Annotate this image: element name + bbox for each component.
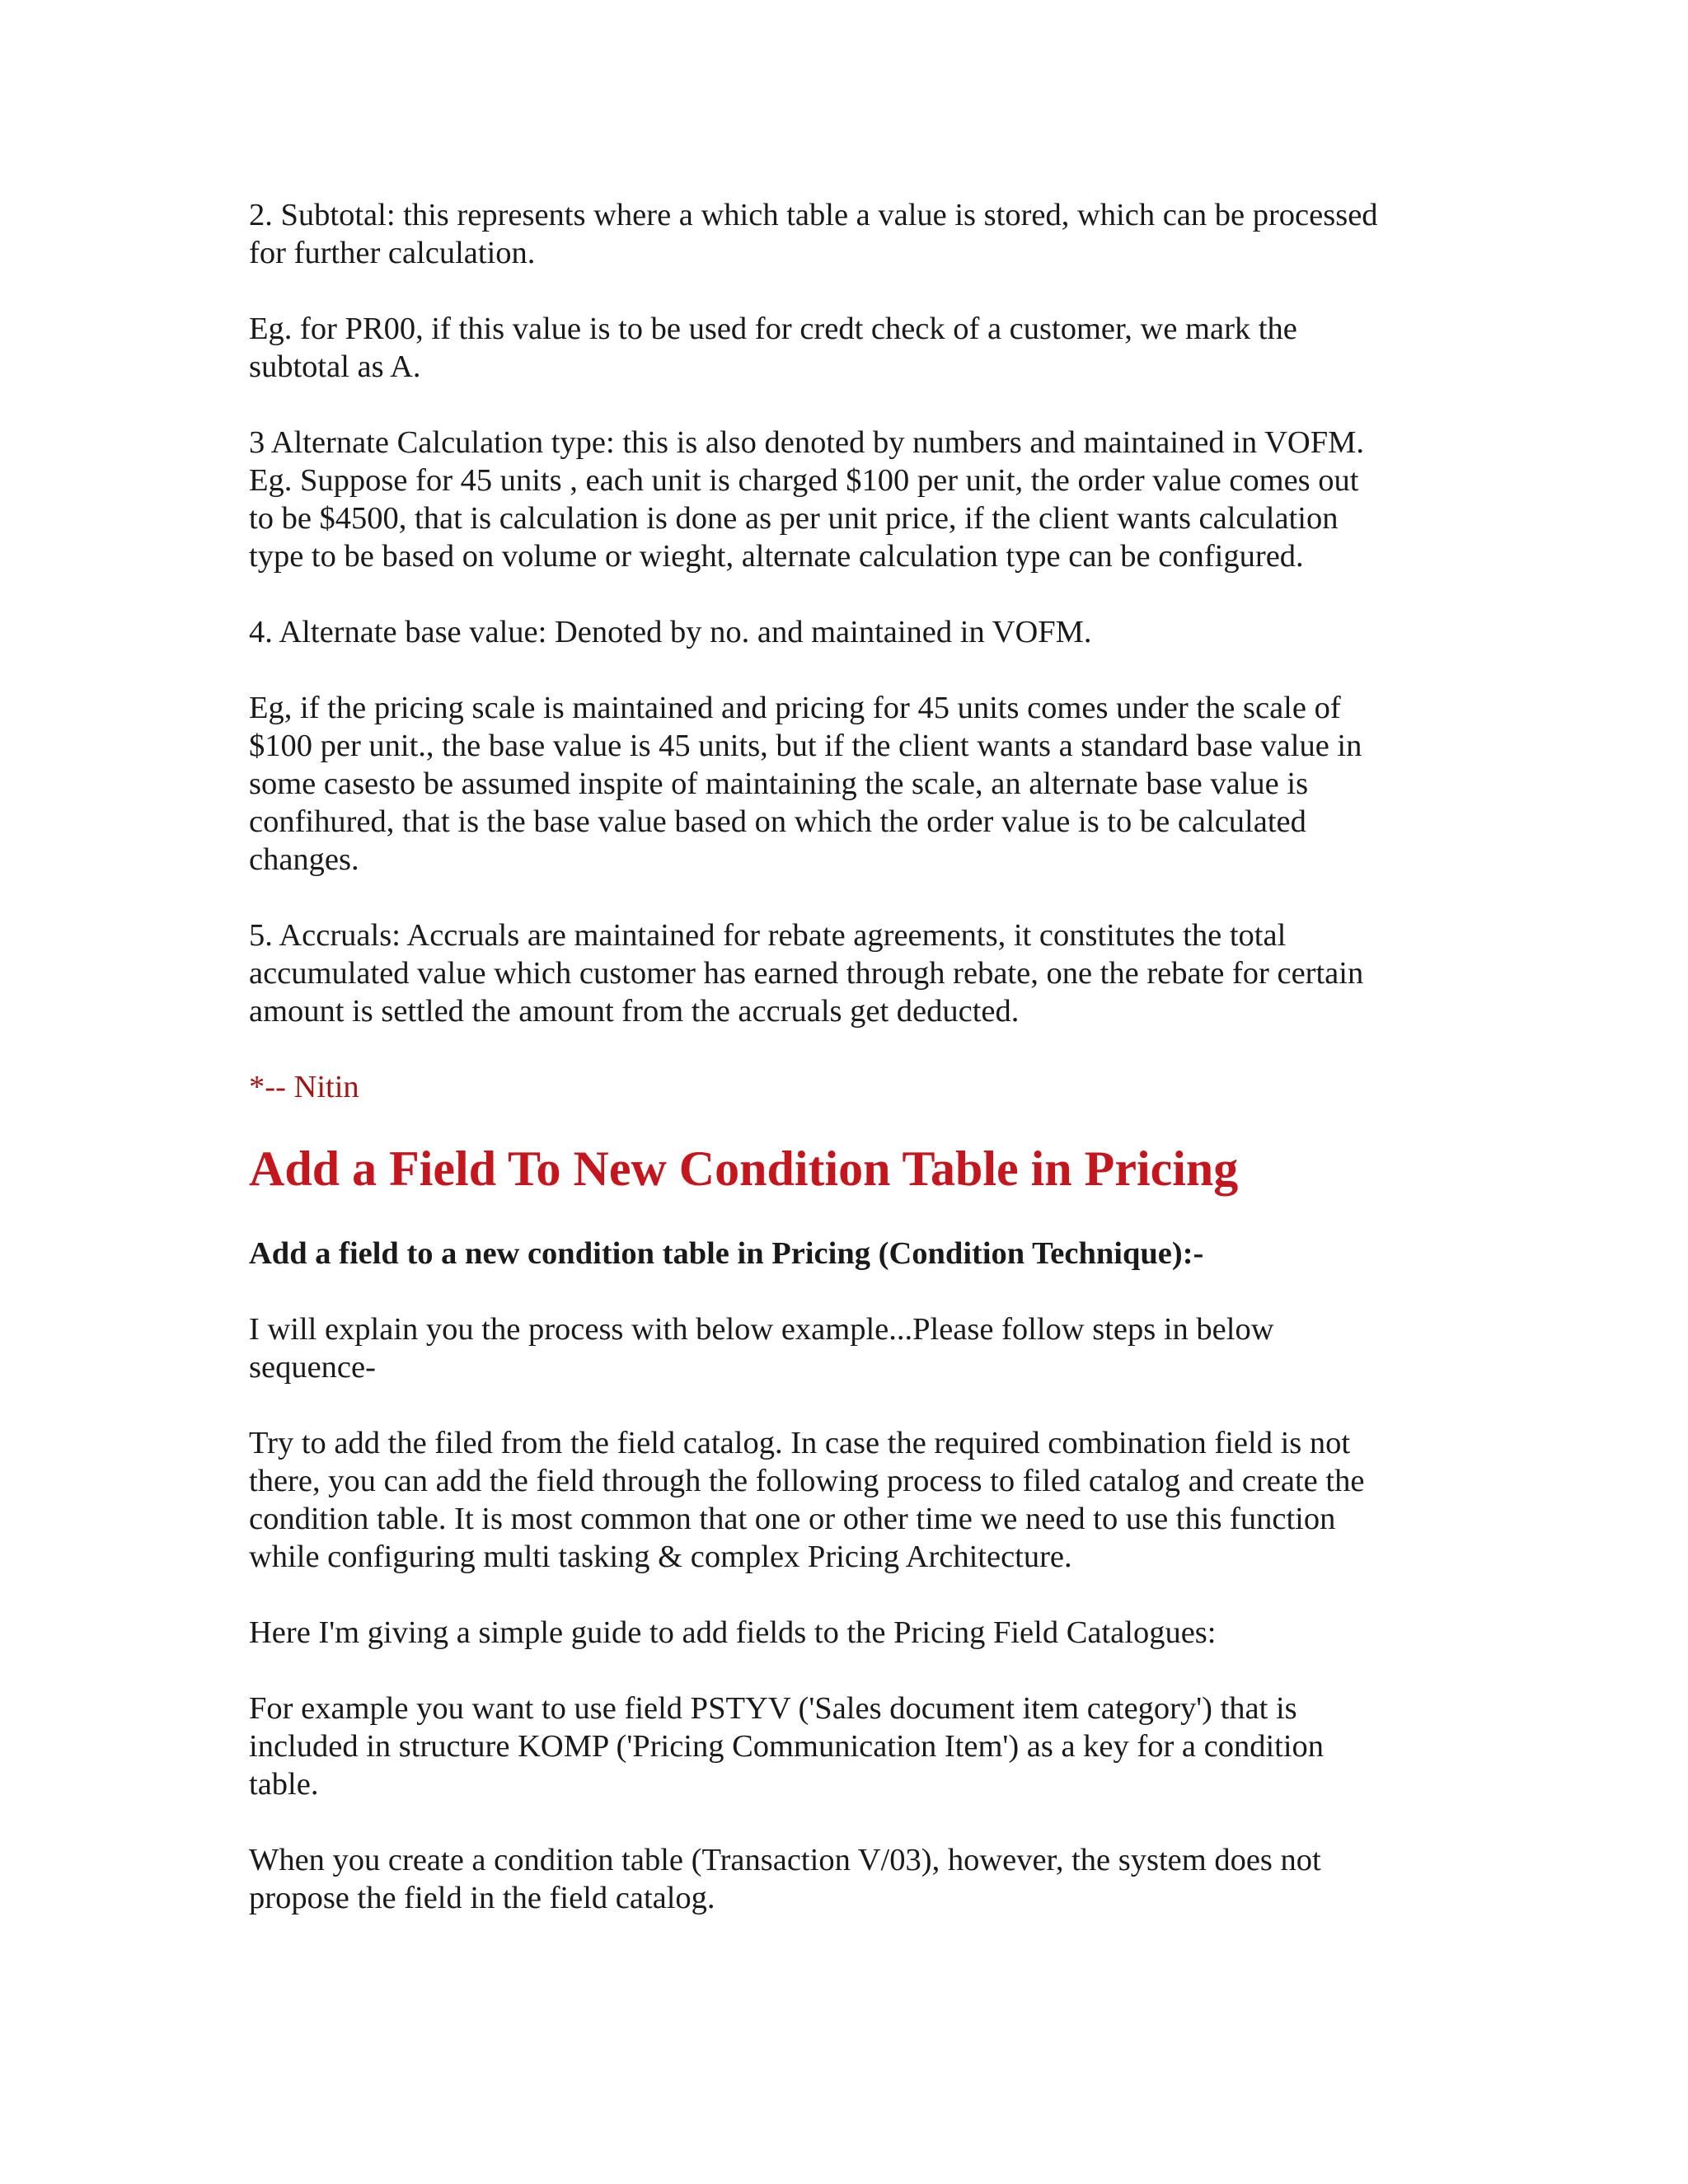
section-heading: Add a Field To New Condition Table in Pricing bbox=[249, 1141, 1239, 1196]
section-subheading: Add a field to a new condition table in Pricing (Condition Technique):- bbox=[249, 1236, 1204, 1271]
paragraph-intro: I will explain you the process with below example...Please follow steps in below sequence- bbox=[249, 1312, 1274, 1385]
paragraph-field-catalog: Try to add the filed from the field catalog. In case the required combination field is not there, you can add the field through the following process to filed catalog and create the condition table. It is most common that one or other time we need to use this function while configuring multi tasking & complex Pricing Architecture. bbox=[249, 1426, 1365, 1574]
paragraph-condition-table-v03: When you create a condition table (Transaction V/03), however, the system does not propose the field in the field catalog. bbox=[249, 1843, 1321, 1915]
paragraph-alternate-base-value: 4. Alternate base value: Denoted by no. and maintained in VOFM. bbox=[249, 615, 1092, 649]
paragraph-guide-intro: Here I'm giving a simple guide to add fields to the Pricing Field Catalogues: bbox=[249, 1615, 1217, 1650]
paragraph-subtotal: 2. Subtotal: this represents where a which table a value is stored, which can be processed for further calculation. bbox=[249, 198, 1378, 270]
paragraph-alternate-calculation-type: 3 Alternate Calculation type: this is also denoted by numbers and maintained in VOFM. Eg. Suppose for 45 units , each unit is charged $100 per unit, the order value comes out to be $4500, that is calculation is done as per unit price, if the client wants calculation type to be based on volume or wieght, alternate calculation type can be configured. bbox=[249, 425, 1364, 574]
paragraph-accruals: 5. Accruals: Accruals are maintained for rebate agreements, it constitutes the total accumulated value which customer has earned through rebate, one the rebate for certain amount is settled the amount from the accruals get deducted. bbox=[249, 918, 1364, 1029]
document-body bbox=[249, 196, 1452, 1917]
author-signature: *-- Nitin bbox=[249, 1070, 359, 1104]
paragraph-subtotal-example: Eg. for PR00, if this value is to be used for credt check of a customer, we mark the subtotal as A. bbox=[249, 312, 1297, 384]
paragraph-pstyv-example: For example you want to use field PSTYV ('Sales document item category') that is included in structure KOMP ('Pricing Communication Item') as a key for a condition table. bbox=[249, 1691, 1325, 1802]
paragraph-base-value-example: Eg, if the pricing scale is maintained and pricing for 45 units comes under the scale of $100 per unit., the base value is 45 units, but if the client wants a standard base value in some casesto be assumed inspite of maintaining the scale, an alternate base value is confihured, that is the base value based on which the order value is to be calculated changes. bbox=[249, 691, 1362, 877]
